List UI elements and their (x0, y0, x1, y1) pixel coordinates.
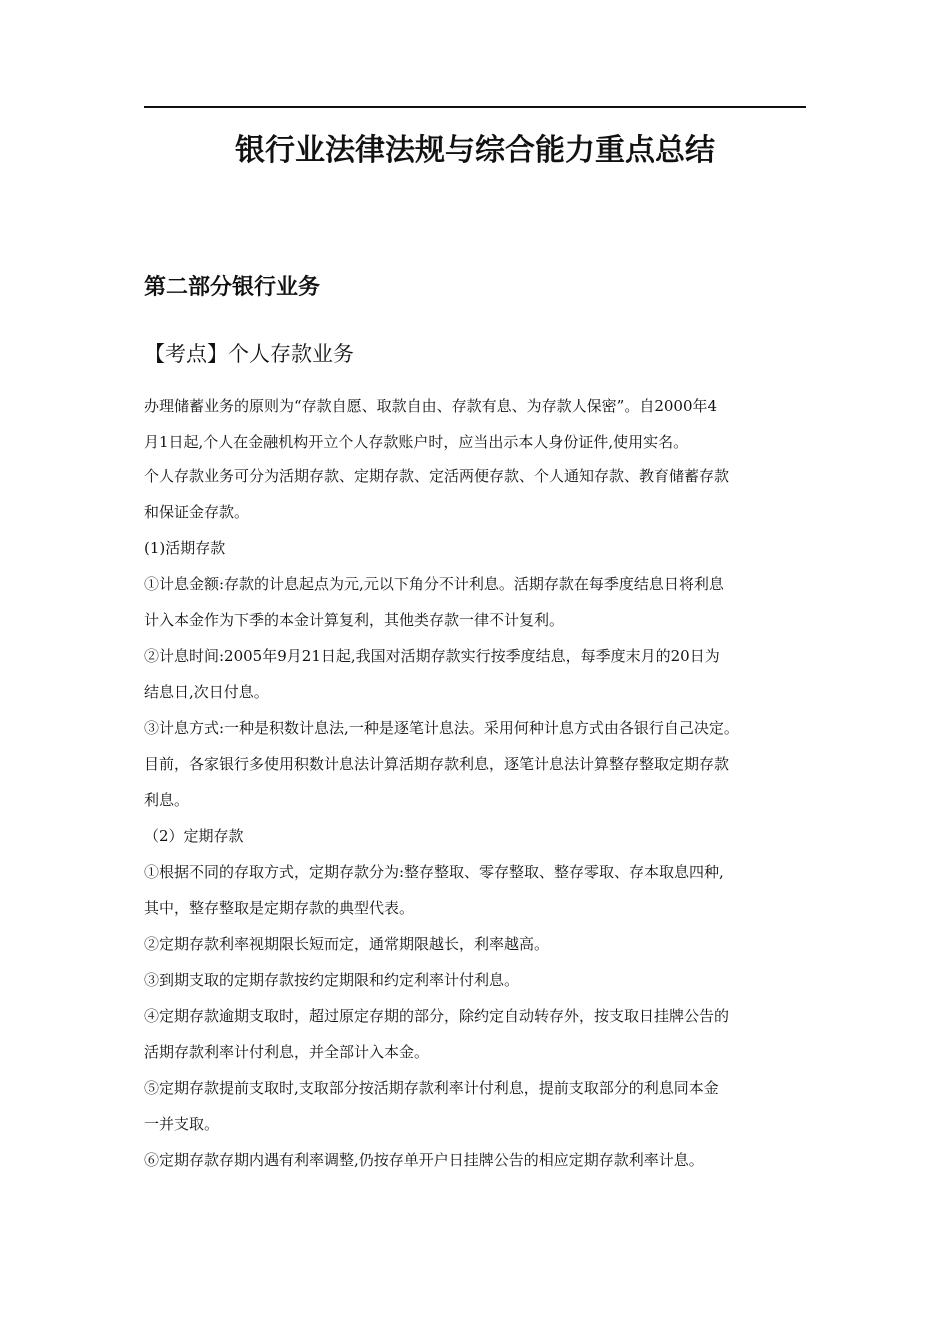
text-line: ②定期存款利率视期限长短而定，通常期限越长，利率越高。 (144, 935, 550, 953)
text-line: （2）定期存款 (144, 827, 244, 845)
text-line: 计入本金作为下季的本金计算复利，其他类存款一律不计复利。 (144, 611, 565, 629)
text-line: 利息。 (144, 791, 190, 809)
text-line: 月1日起,个人在金融机构开立个人存款账户时，应当出示本人身份证件,使用实名。 (144, 433, 689, 451)
text-line: ①根据不同的存取方式，定期存款分为:整存整取、零存整取、整存零取、存本取息四种, (144, 863, 724, 881)
text-line: 办理储蓄业务的原则为“存款自愿、取款自由、存款有息、为存款人保密”。自2000年4 (144, 397, 718, 415)
text-line: ④定期存款逾期支取时，超过原定存期的部分，除约定自动转存外，按支取日挂牌公告的 (144, 1007, 730, 1025)
text-line: 和保证金存款。 (144, 503, 250, 521)
header-rule (144, 106, 806, 108)
text-line: ③到期支取的定期存款按约定期限和约定利率计付利息。 (144, 971, 520, 989)
body-text (144, 388, 816, 1178)
text-line: 目前，各家银行多使用积数计息法计算活期存款利息，逐笔计息法计算整存整取定期存款 (144, 755, 730, 773)
text-line: ③计息方式:一种是积数计息法,一种是逐笔计息法。采用何种计息方式由各银行自己决定。 (144, 719, 739, 737)
text-line: 一并支取。 (144, 1115, 220, 1133)
text-line: 个人存款业务可分为活期存款、定期存款、定活两便存款、个人通知存款、教育储蓄存款 (144, 467, 730, 485)
text-line: 结息日,次日付息。 (144, 683, 269, 701)
topic-heading: 【考点】个人存款业务 (144, 342, 354, 366)
text-line: 活期存款利率计付利息，并全部计入本金。 (144, 1043, 430, 1061)
text-line: ⑥定期存款存期内遇有利率调整,仍按存单开户日挂牌公告的相应定期存款利率计息。 (144, 1151, 704, 1169)
text-line: ②计息时间:2005年9月21日起,我国对活期存款实行按季度结息，每季度末月的20日为 (144, 647, 720, 665)
document-title: 银行业法律法规与综合能力重点总结 (235, 133, 715, 168)
section-title: 第二部分银行业务 (144, 275, 321, 300)
text-line: ⑤定期存款提前支取时,支取部分按活期存款利率计付利息，提前支取部分的利息同本金 (144, 1079, 719, 1097)
text-line: (1)活期存款 (144, 539, 226, 557)
text-line: 其中，整存整取是定期存款的典型代表。 (144, 899, 415, 917)
text-line: ①计息金额:存款的计息起点为元,元以下角分不计利息。活期存款在每季度结息日将利息 (144, 575, 724, 593)
